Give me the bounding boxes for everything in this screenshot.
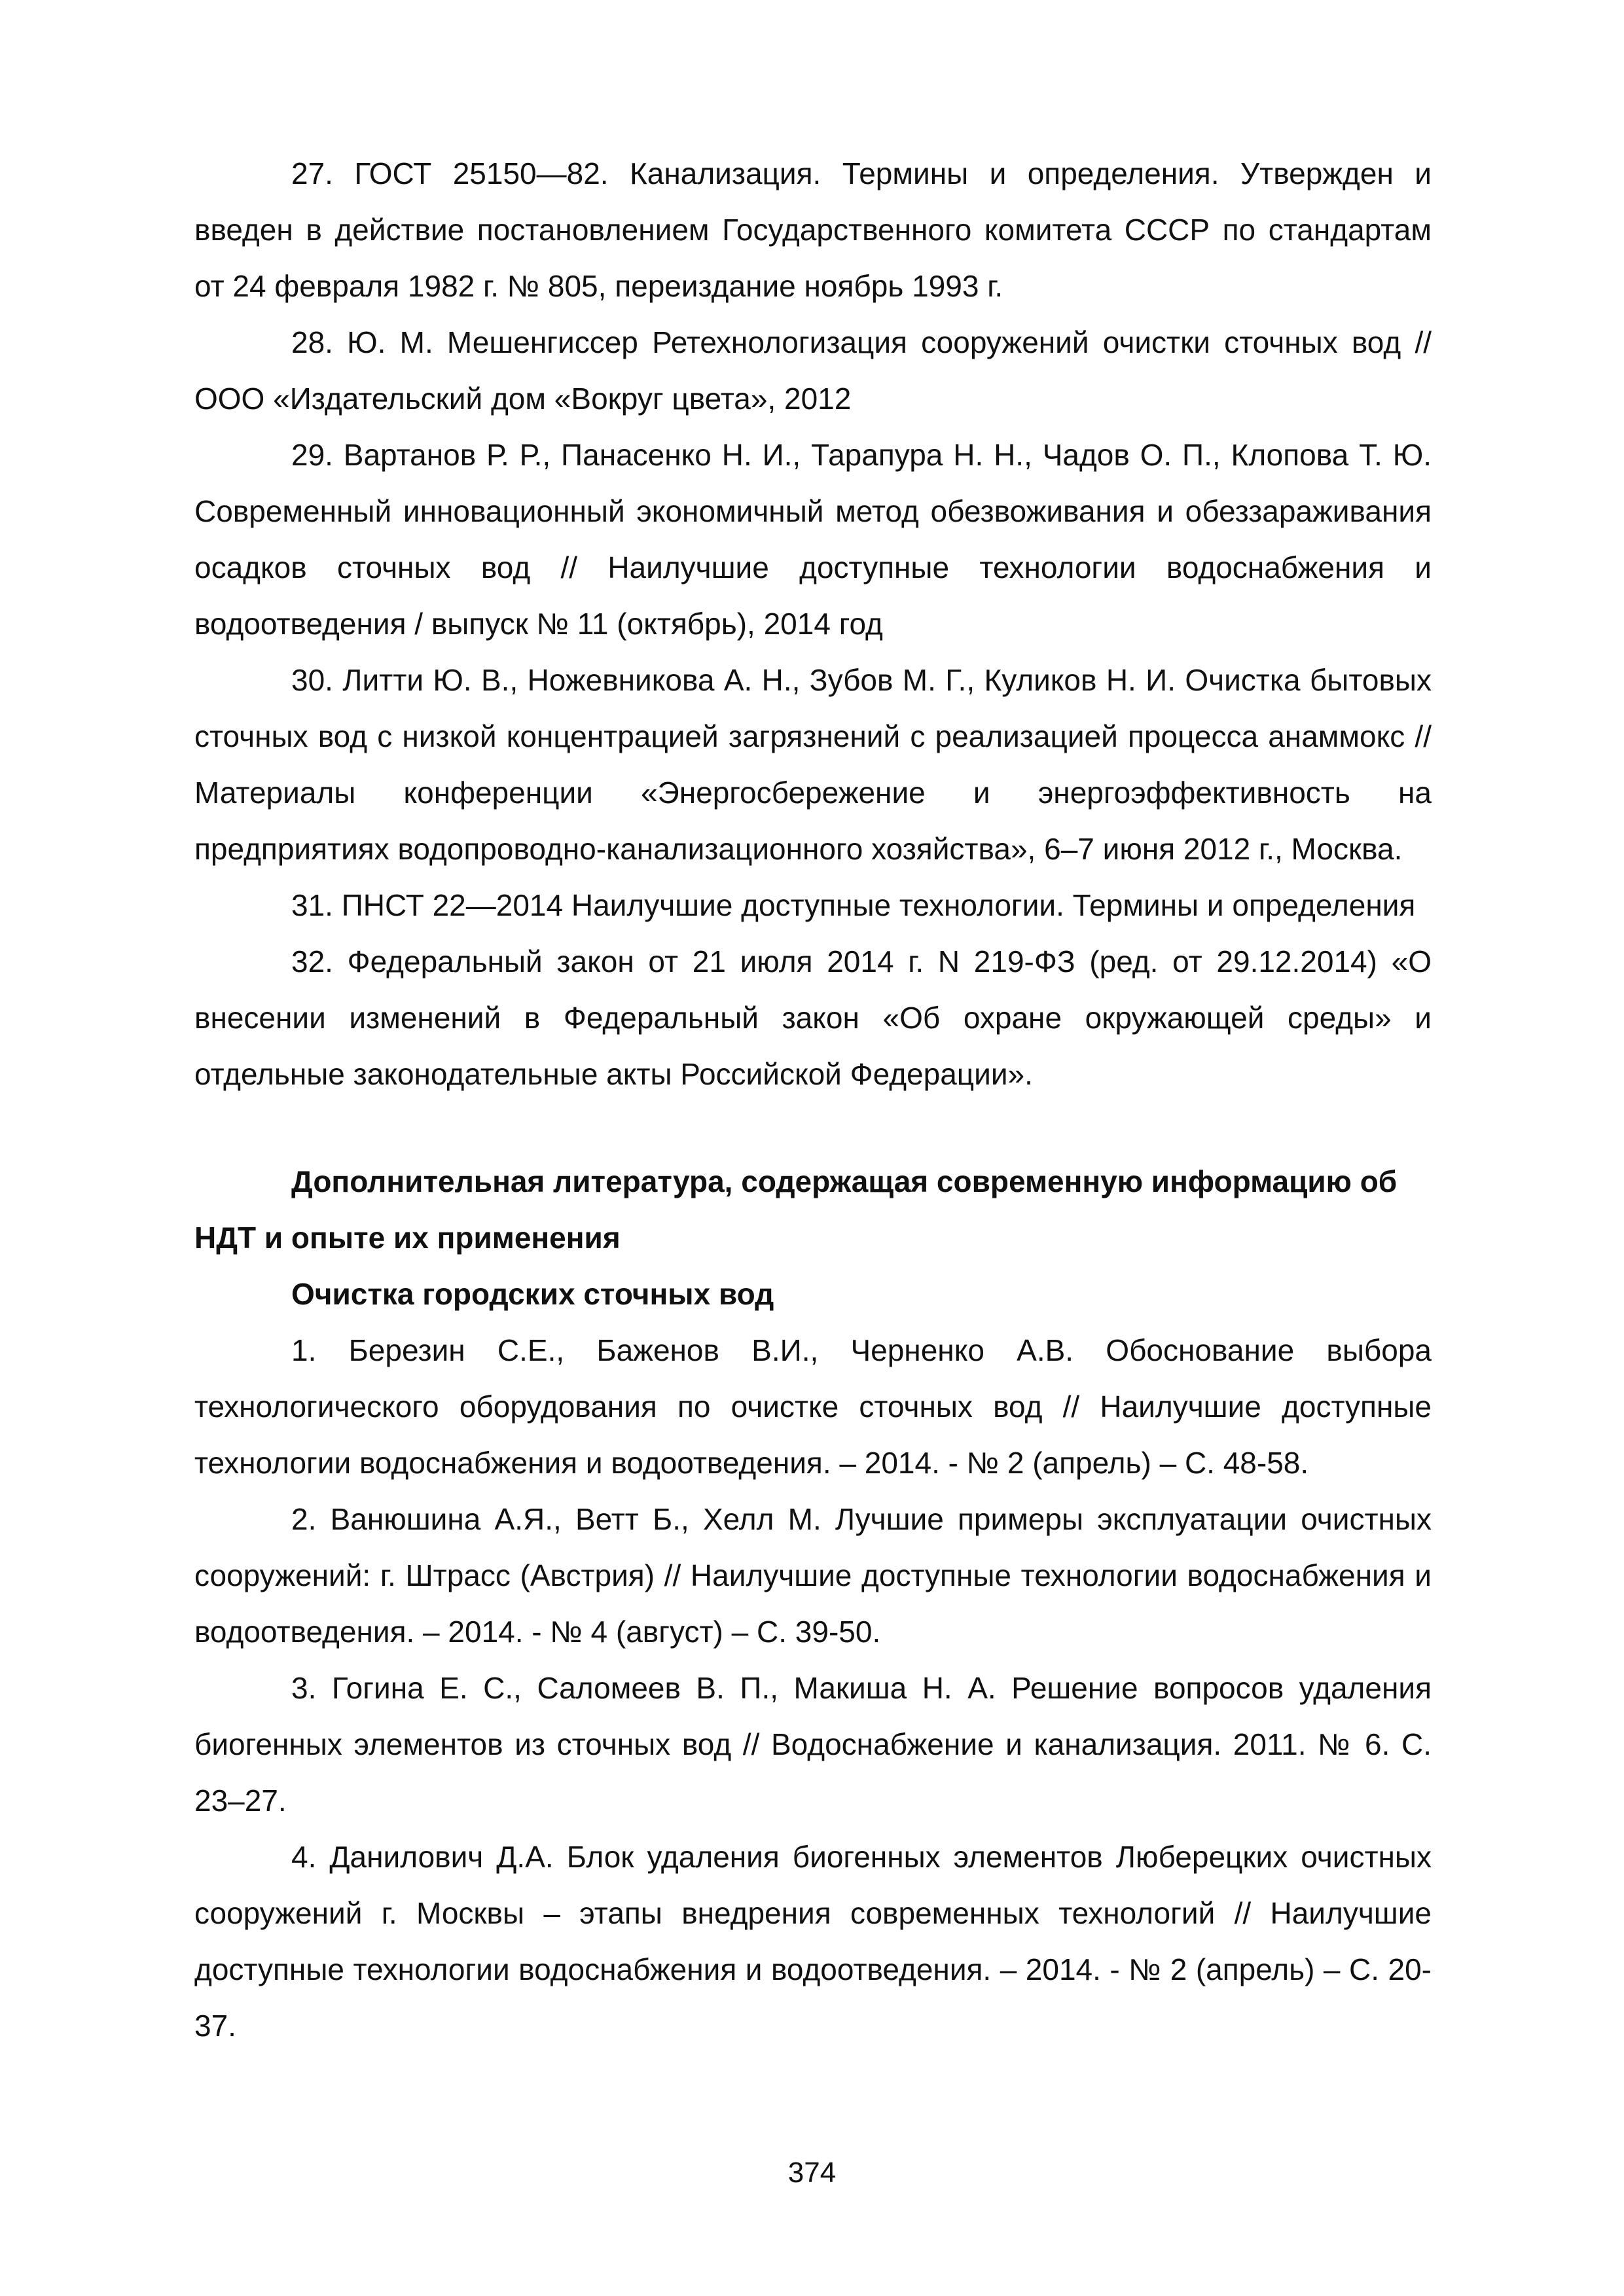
additional-reference-4: 4. Данилович Д.А. Блок удаления биогенных элементов Люберецких очистных сооружений г. Москвы – этапы внедрения современных технологий // Наилучшие доступные технологии водоснабжения и водоотведения. – 2014. - № 2 (апрель) – С. 20-37. <box>194 1840 1432 2043</box>
reference-32: 32. Федеральный закон от 21 июля 2014 г. N 219-ФЗ (ред. от 29.12.2014) «О внесении изменений в Федеральный закон «Об охране окружающей среды» и отдельные законодательные акты Российской Федерации». <box>194 944 1432 1091</box>
reference-30: 30. Литти Ю. В., Ножевникова А. Н., Зубов М. Г., Куликов Н. И. Очистка бытовых сточных вод с низкой концентрацией загрязнений с реализацией процесса анаммокс // Материалы конференции «Энергосбережение и энергоэффективность на предприятиях водопроводно-канализационного хозяйства», 6–7 июня 2012 г., Москва. <box>194 663 1432 866</box>
page-number: 374 <box>787 2157 837 2189</box>
reference-27: 27. ГОСТ 25150—82. Канализация. Термины и определения. Утвержден и введен в действие постановлением Государственного комитета СССР по стандартам от 24 февраля 1982 г. № 805, переиздание ноябрь 1993 г. <box>194 156 1432 303</box>
additional-literature-heading: Дополнительная литература, содержащая современную информацию об НДТ и опыте их применения <box>194 1164 1398 1255</box>
reference-29: 29. Вартанов Р. Р., Панасенко Н. И., Тарапура Н. Н., Чадов О. П., Клопова Т. Ю. Современный инновационный экономичный метод обезвоживания и обеззараживания осадков сточных вод // Наилучшие доступные технологии водоснабжения и водоотведения / выпуск № 11 (октябрь), 2014 год <box>194 438 1432 641</box>
additional-reference-1: 1. Березин С.Е., Баженов В.И., Черненко А.В. Обоснование выбора технологического оборудования по очистке сточных вод // Наилучшие доступные технологии водоснабжения и водоотведения. – 2014. - № 2 (апрель) – С. 48-58. <box>194 1333 1432 1480</box>
reference-28: 28. Ю. М. Мешенгиссер Ретехнологизация сооружений очистки сточных вод // ООО «Издательский дом «Вокруг цвета», 2012 <box>194 325 1432 416</box>
additional-reference-3: 3. Гогина Е. С., Саломеев В. П., Макиша Н. А. Решение вопросов удаления биогенных элементов из сточных вод // Водоснабжение и канализация. 2011. № 6. С. 23–27. <box>194 1671 1432 1818</box>
document-page <box>194 145 1432 2054</box>
subheading-urban-wastewater: Очистка городских сточных вод <box>291 1277 774 1311</box>
reference-31: 31. ПНСТ 22—2014 Наилучшие доступные технологии. Термины и определения <box>291 888 1416 922</box>
section-spacer <box>194 1102 1432 1153</box>
additional-reference-2: 2. Ванюшина А.Я., Ветт Б., Хелл М. Лучшие примеры эксплуатации очистных сооружений: г. Штрасс (Австрия) // Наилучшие доступные технологии водоснабжения и водоотведения. – 2014. - № 4 (август) – С. 39-50. <box>194 1502 1432 1649</box>
